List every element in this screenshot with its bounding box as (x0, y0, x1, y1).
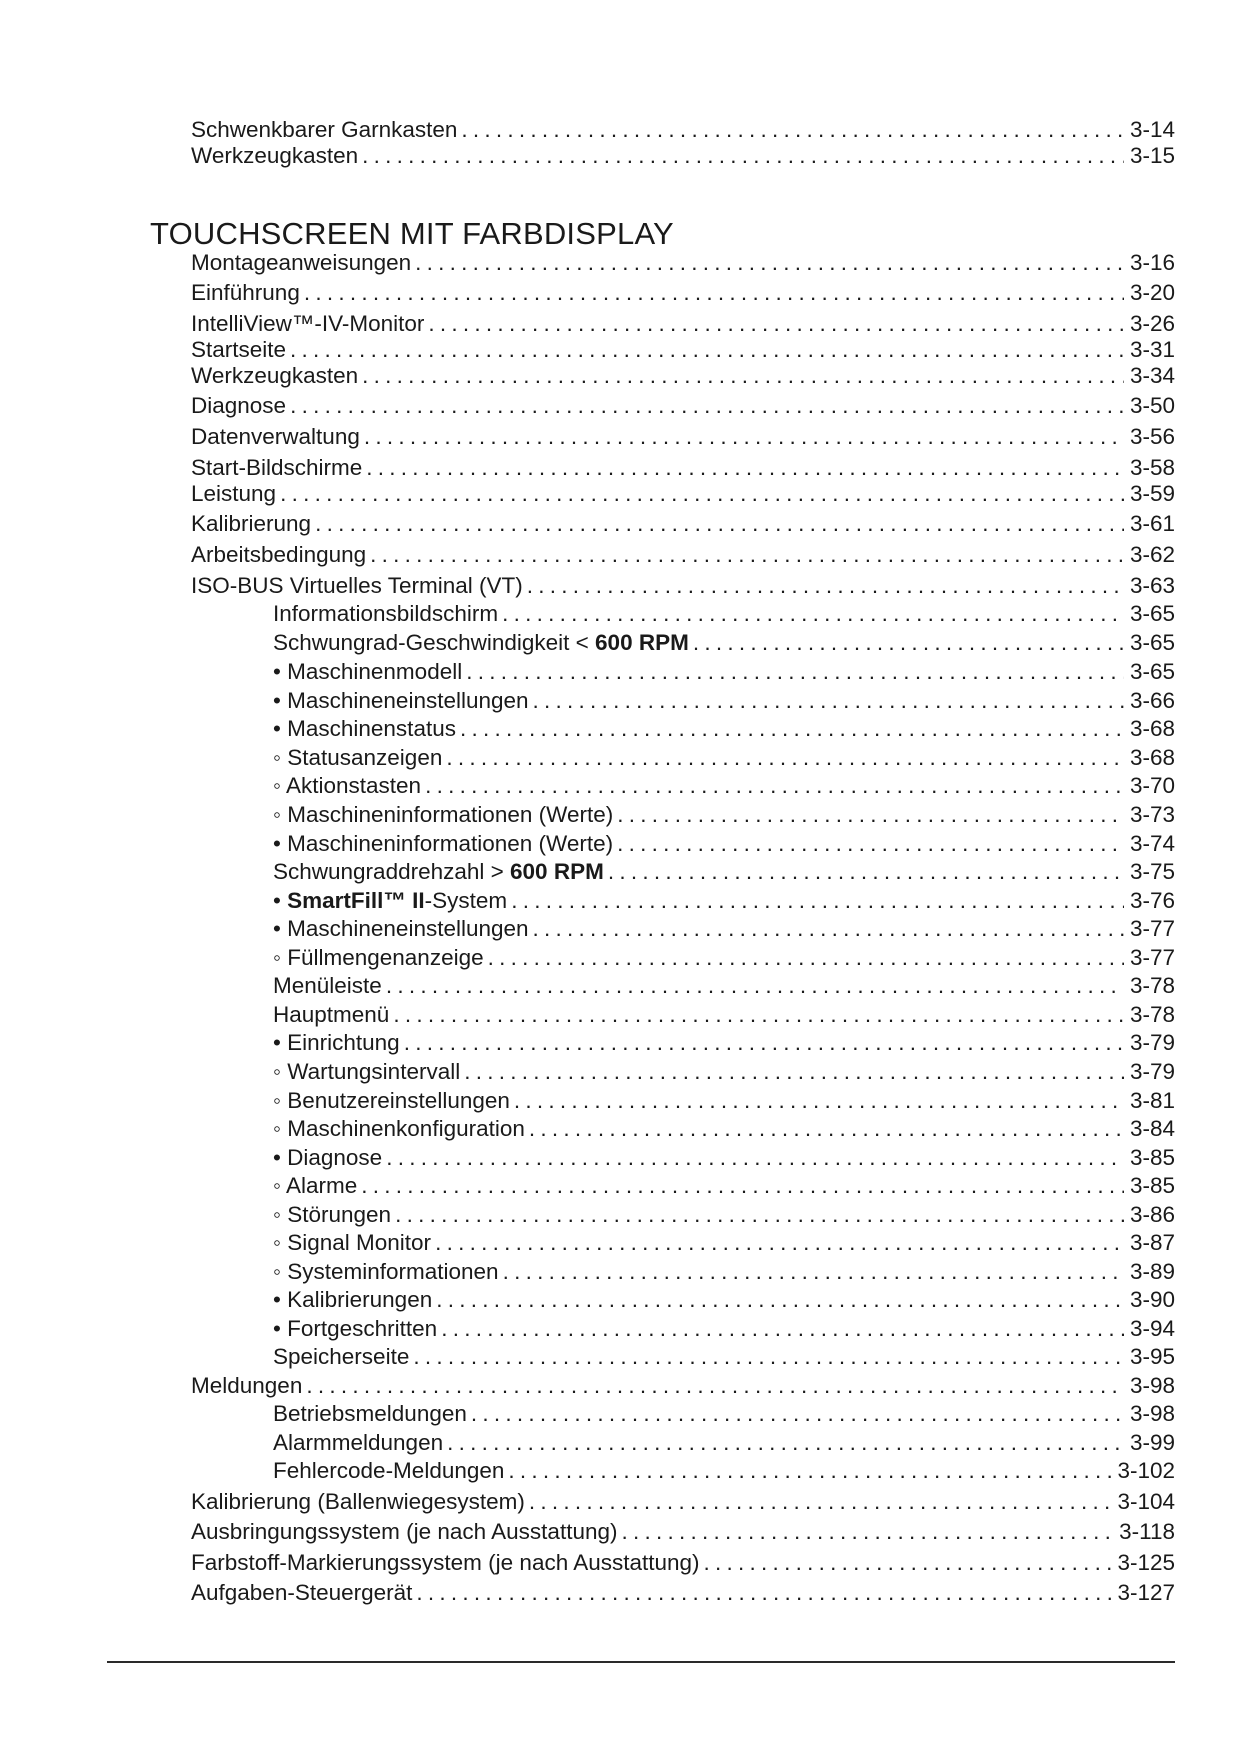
toc-entry-title: • Maschineneinstellungen (273, 688, 529, 713)
toc-entry-title (273, 630, 689, 656)
toc-entry-page: 3-74 (1129, 831, 1175, 856)
dot-leader (527, 573, 1124, 599)
toc-entry-title: Werkzeugkasten (191, 363, 359, 388)
toc-entry (273, 973, 1175, 999)
toc-entry-title: ◦ Alarme (273, 1173, 358, 1198)
toc-entry-page: 3-84 (1129, 1116, 1175, 1141)
toc-entry-title: Meldungen (191, 1373, 303, 1398)
toc-entry-title: ◦ Maschineninformationen (Werte) (273, 802, 614, 827)
dot-leader (366, 455, 1124, 481)
dot-leader (461, 117, 1124, 143)
toc-entry-title: Betriebsmeldungen (273, 1401, 467, 1426)
toc-entry (273, 1116, 1175, 1142)
dot-leader (413, 1344, 1124, 1370)
toc-entry-page: 3-127 (1117, 1580, 1175, 1605)
toc-entry (191, 1489, 1175, 1515)
toc-entry (273, 1088, 1175, 1114)
toc-entry-page: 3-77 (1129, 916, 1175, 941)
toc-entry-title: ◦ Füllmengenanzeige (273, 945, 484, 970)
toc-entry-title: • Einrichtung (273, 1030, 400, 1055)
toc-entry (191, 424, 1175, 450)
dot-leader (370, 542, 1124, 568)
toc-entry (273, 916, 1175, 942)
toc-entry-page: 3-104 (1117, 1489, 1175, 1514)
toc-entry-page: 3-78 (1129, 1002, 1175, 1027)
toc-entry (273, 1259, 1175, 1285)
toc-entry-title: Diagnose (191, 393, 287, 418)
toc-entry-title-suffix: -System (424, 888, 508, 913)
toc-entry (191, 117, 1175, 143)
toc-entry (273, 802, 1175, 828)
toc-entry (191, 280, 1175, 306)
toc-entry-page: 3-99 (1129, 1430, 1175, 1455)
dot-leader (306, 1373, 1124, 1399)
toc-entry-title: ◦ Systeminformationen (273, 1259, 499, 1284)
toc-entry-page: 3-85 (1129, 1173, 1175, 1198)
toc-entry-page: 3-81 (1129, 1088, 1175, 1113)
toc-entry (273, 716, 1175, 742)
toc-entry (191, 481, 1175, 507)
toc-entry-page: 3-102 (1117, 1458, 1175, 1483)
toc-entry-page: 3-63 (1129, 573, 1175, 598)
toc-entry-title: ◦ Statusanzeigen (273, 745, 443, 770)
toc-entry-page: 3-118 (1119, 1519, 1175, 1544)
toc-entry-page: 3-87 (1129, 1230, 1175, 1255)
toc-entry-title: Startseite (191, 337, 287, 362)
toc-entry-page: 3-76 (1129, 888, 1175, 913)
dot-leader (415, 250, 1124, 276)
dot-leader (304, 280, 1124, 306)
dot-leader (529, 1489, 1112, 1515)
toc-entry (191, 143, 1175, 169)
dot-leader (435, 1230, 1124, 1256)
toc-entry-title: ◦ Signal Monitor (273, 1230, 432, 1255)
toc-entry-title: ISO-BUS Virtuelles Terminal (VT) (191, 573, 523, 598)
toc-entry (273, 888, 1175, 914)
toc-entry-page: 3-59 (1129, 481, 1175, 506)
toc-entry-page: 3-15 (1129, 143, 1175, 168)
dot-leader (361, 1173, 1124, 1199)
toc-entry (273, 1202, 1175, 1228)
dot-leader (395, 1202, 1124, 1228)
toc-entry (273, 773, 1175, 799)
dot-leader (503, 1259, 1124, 1285)
toc-entry-page: 3-31 (1129, 337, 1175, 362)
toc-entry-page: 3-85 (1129, 1145, 1175, 1170)
toc-entry-page: 3-79 (1129, 1059, 1175, 1084)
toc-entry-title: Speicherseite (273, 1344, 410, 1369)
toc-entry-page: 3-68 (1129, 745, 1175, 770)
toc-entry-page: 3-125 (1117, 1550, 1175, 1575)
toc-entry (273, 745, 1175, 771)
dot-leader (471, 1401, 1124, 1427)
section-heading: TOUCHSCREEN MIT FARBDISPLAY (150, 216, 674, 251)
toc-entry-title: Arbeitsbedingung (191, 542, 367, 567)
dot-leader (621, 1519, 1113, 1545)
toc-entry-title: Datenverwaltung (191, 424, 360, 449)
toc-entry-page: 3-77 (1129, 945, 1175, 970)
dot-leader (693, 630, 1124, 656)
toc-entry (273, 1430, 1175, 1456)
toc-entry-page: 3-16 (1129, 250, 1175, 275)
toc-entry-page: 3-14 (1129, 117, 1175, 142)
toc-entry (273, 945, 1175, 971)
toc-entry (273, 1401, 1175, 1427)
dot-leader (364, 424, 1124, 450)
toc-entry-page: 3-86 (1129, 1202, 1175, 1227)
toc-entry-title: • Diagnose (273, 1145, 383, 1170)
toc-entry-title: IntelliView™-IV-Monitor (191, 311, 425, 336)
toc-entry-page: 3-90 (1129, 1287, 1175, 1312)
toc-entry-title-text: • (273, 888, 288, 913)
toc-entry-page: 3-58 (1129, 455, 1175, 480)
dot-leader (488, 945, 1124, 971)
toc-entry-title (273, 888, 507, 914)
toc-entry-title: • Maschinenmodell (273, 659, 463, 684)
toc-entry (273, 1458, 1175, 1484)
dot-leader (508, 1458, 1111, 1484)
toc-entry-title: Schwenkbarer Garnkasten (191, 117, 458, 142)
dot-leader (428, 311, 1124, 337)
toc-entry-title-text: Schwungrad-Geschwindigkeit < (273, 630, 596, 655)
toc-entry-page: 3-50 (1129, 393, 1175, 418)
toc-entry-title: ◦ Aktionstasten (273, 773, 422, 798)
toc-entry (273, 1030, 1175, 1056)
toc-entry (191, 573, 1175, 599)
toc-entry (273, 1287, 1175, 1313)
dot-leader (416, 1580, 1111, 1606)
dot-leader (617, 831, 1124, 857)
dot-leader (446, 745, 1124, 771)
toc-entry (273, 859, 1175, 885)
toc-entry (191, 311, 1175, 337)
toc-entry (273, 1002, 1175, 1028)
toc-entry-title-bold: SmartFill™ II (287, 888, 425, 913)
toc-entry-page: 3-65 (1129, 601, 1175, 626)
toc-entry-title: Leistung (191, 481, 277, 506)
toc-entry (191, 337, 1175, 363)
dot-leader (362, 143, 1124, 169)
toc-entry-title: Kalibrierung (191, 511, 312, 536)
toc-entry-page: 3-68 (1129, 716, 1175, 741)
dot-leader (362, 363, 1124, 389)
toc-entry-title: Alarmmeldungen (273, 1430, 444, 1455)
dot-leader (280, 481, 1124, 507)
toc-entry (273, 1145, 1175, 1171)
toc-entry-title: Informationsbildschirm (273, 601, 499, 626)
toc-entry-page: 3-73 (1129, 802, 1175, 827)
dot-leader (511, 888, 1124, 914)
dot-leader (608, 859, 1124, 885)
toc-entry-page: 3-56 (1129, 424, 1175, 449)
dot-leader (502, 601, 1124, 627)
toc-entry (191, 511, 1175, 537)
toc-entry (273, 1173, 1175, 1199)
toc-entry (273, 659, 1175, 685)
toc-entry (191, 363, 1175, 389)
toc-entry-page: 3-79 (1129, 1030, 1175, 1055)
toc-entry-page: 3-98 (1129, 1401, 1175, 1426)
dot-leader (704, 1550, 1112, 1576)
dot-leader (533, 688, 1124, 714)
toc-entry-title: • Fortgeschritten (273, 1316, 438, 1341)
toc-entry-page: 3-89 (1129, 1259, 1175, 1284)
toc-entry-title: Ausbringungssystem (je nach Ausstattung) (191, 1519, 618, 1544)
toc-entry-title: Kalibrierung (Ballenwiegesystem) (191, 1489, 525, 1514)
dot-leader (290, 393, 1124, 419)
dot-leader (447, 1430, 1124, 1456)
footer-rule (107, 1661, 1175, 1663)
dot-leader (404, 1030, 1124, 1056)
toc-entry-page: 3-94 (1129, 1316, 1175, 1341)
toc-entry (191, 1550, 1175, 1576)
dot-leader (441, 1316, 1124, 1342)
dot-leader (386, 1145, 1124, 1171)
dot-leader (290, 337, 1124, 363)
toc-entry-title-text: Schwungraddrehzahl > (273, 859, 511, 884)
dot-leader (514, 1088, 1124, 1114)
toc-entry-title: • Maschineneinstellungen (273, 916, 529, 941)
dot-leader (617, 802, 1124, 828)
toc-entry-title: ◦ Wartungsintervall (273, 1059, 461, 1084)
dot-leader (460, 716, 1124, 742)
toc-entry-title: • Maschinenstatus (273, 716, 456, 741)
toc-entry-title-bold: 600 RPM (595, 630, 689, 655)
toc-entry-title: ◦ Störungen (273, 1202, 392, 1227)
toc-entry-page: 3-26 (1129, 311, 1175, 336)
toc-entry (273, 1230, 1175, 1256)
dot-leader (466, 659, 1124, 685)
toc-entry-page: 3-65 (1129, 630, 1175, 655)
toc-entry (273, 1059, 1175, 1085)
toc-entry-page: 3-65 (1129, 659, 1175, 684)
toc-entry (191, 250, 1175, 276)
toc-entry-title: ◦ Maschinenkonfiguration (273, 1116, 525, 1141)
toc-entry (273, 688, 1175, 714)
toc-entry-title: ◦ Benutzereinstellungen (273, 1088, 510, 1113)
toc-entry-page: 3-98 (1129, 1373, 1175, 1398)
dot-leader (315, 511, 1124, 537)
toc-entry-page: 3-61 (1129, 511, 1175, 536)
dot-leader (533, 916, 1124, 942)
toc-entry (191, 455, 1175, 481)
toc-entry-page: 3-62 (1129, 542, 1175, 567)
toc-entry-page: 3-66 (1129, 688, 1175, 713)
toc-entry-title: • Kalibrierungen (273, 1287, 433, 1312)
toc-entry (273, 630, 1175, 656)
dot-leader (436, 1287, 1124, 1313)
dot-leader (529, 1116, 1124, 1142)
toc-entry-page: 3-78 (1129, 973, 1175, 998)
toc-entry-page: 3-34 (1129, 363, 1175, 388)
dot-leader (425, 773, 1124, 799)
toc-entry-title: Werkzeugkasten (191, 143, 359, 168)
toc-entry-title: Farbstoff-Markierungssystem (je nach Ausstattung) (191, 1550, 700, 1575)
toc-entry (273, 601, 1175, 627)
dot-leader (386, 973, 1124, 999)
toc-entry-title: Hauptmenü (273, 1002, 390, 1027)
toc-entry-page: 3-75 (1129, 859, 1175, 884)
toc-entry-page: 3-20 (1129, 280, 1175, 305)
toc-entry-title: Menüleiste (273, 973, 382, 998)
toc-entry-title: Aufgaben-Steuergerät (191, 1580, 413, 1605)
toc-entry-page: 3-95 (1129, 1344, 1175, 1369)
toc-entry-title (273, 859, 604, 885)
toc-entry (191, 1373, 1175, 1399)
toc-entry (273, 1344, 1175, 1370)
toc-entry (191, 1580, 1175, 1606)
toc-entry (191, 1519, 1175, 1545)
toc-entry (191, 542, 1175, 568)
toc-entry (191, 393, 1175, 419)
toc-entry-page: 3-70 (1129, 773, 1175, 798)
toc-entry-title: Einführung (191, 280, 300, 305)
toc-entry (273, 1316, 1175, 1342)
dot-leader (464, 1059, 1124, 1085)
toc-entry-title: Fehlercode-Meldungen (273, 1458, 505, 1483)
dot-leader (393, 1002, 1124, 1028)
toc-entry-title: • Maschineninformationen (Werte) (273, 831, 614, 856)
toc-entry-title: Start-Bildschirme (191, 455, 363, 480)
toc-entry-title-bold: 600 RPM (510, 859, 604, 884)
toc-entry-title: Montageanweisungen (191, 250, 412, 275)
toc-entry (273, 831, 1175, 857)
